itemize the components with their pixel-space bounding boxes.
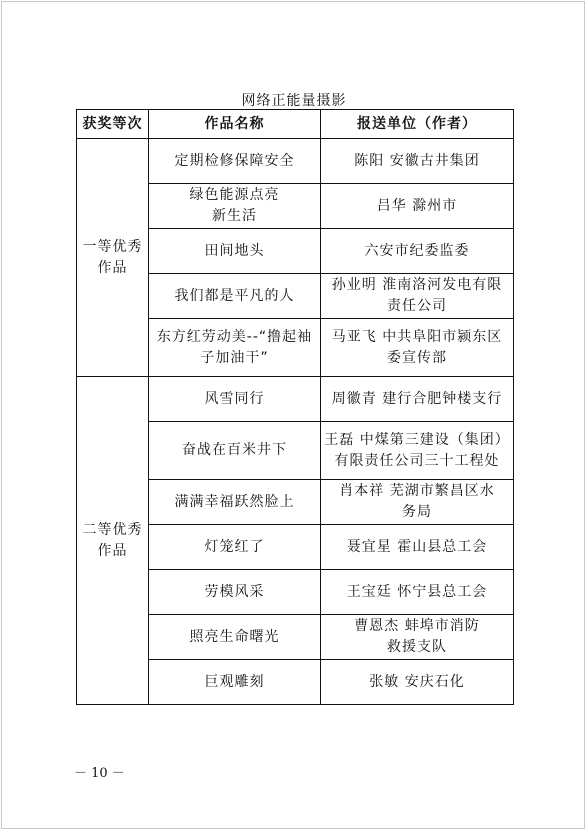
submitting-unit-cell: 吕华 滁州市 [321, 184, 514, 229]
table-row [77, 377, 514, 422]
submitting-unit-cell: 马亚飞 中共阜阳市颍东区 委宣传部 [321, 319, 514, 377]
work-title-cell: 灯笼红了 [149, 525, 321, 570]
header-award-level: 获奖等次 [77, 110, 149, 139]
work-title-cell: 巨观雕刻 [149, 660, 321, 705]
submitting-unit-cell: 王磊 中煤第三建设（集团） 有限责任公司三十工程处 [321, 422, 514, 480]
work-title-cell: 东方红劳动美--“撸起袖 子加油干” [149, 319, 321, 377]
work-title-cell: 田间地头 [149, 229, 321, 274]
work-title-cell: 照亮生命曙光 [149, 615, 321, 660]
work-title-cell: 奋战在百米井下 [149, 422, 321, 480]
submitting-unit-cell: 周徽青 建行合肥钟楼支行 [321, 377, 514, 422]
section-title: 网络正能量摄影 [241, 93, 347, 109]
table-row [77, 139, 514, 184]
submitting-unit-cell: 聂宜星 霍山县总工会 [321, 525, 514, 570]
submitting-unit-cell: 曹恩杰 蚌埠市消防 救援支队 [321, 615, 514, 660]
work-title-cell: 劳模风采 [149, 570, 321, 615]
table-header-row [77, 110, 514, 139]
submitting-unit-cell: 张敏 安庆石化 [321, 660, 514, 705]
submitting-unit-cell: 王宝廷 怀宁县总工会 [321, 570, 514, 615]
header-submitting-unit: 报送单位（作者） [321, 110, 514, 139]
submitting-unit-cell: 六安市纪委监委 [321, 229, 514, 274]
award-level-cell: 一等优秀 作品 [77, 139, 149, 377]
header-work-title: 作品名称 [149, 110, 321, 139]
work-title-cell: 风雪同行 [149, 377, 321, 422]
work-title-cell: 满满幸福跃然脸上 [149, 480, 321, 525]
award-level-cell: 二等优秀 作品 [77, 377, 149, 705]
page-number: － 10 － [74, 766, 125, 781]
submitting-unit-cell: 孙业明 淮南洛河发电有限 责任公司 [321, 274, 514, 319]
work-title-cell: 绿色能源点亮 新生活 [149, 184, 321, 229]
awards-table [76, 109, 514, 705]
submitting-unit-cell: 肖本祥 芜湖市繁昌区水 务局 [321, 480, 514, 525]
work-title-cell: 我们都是平凡的人 [149, 274, 321, 319]
submitting-unit-cell: 陈阳 安徽古井集团 [321, 139, 514, 184]
work-title-cell: 定期检修保障安全 [149, 139, 321, 184]
